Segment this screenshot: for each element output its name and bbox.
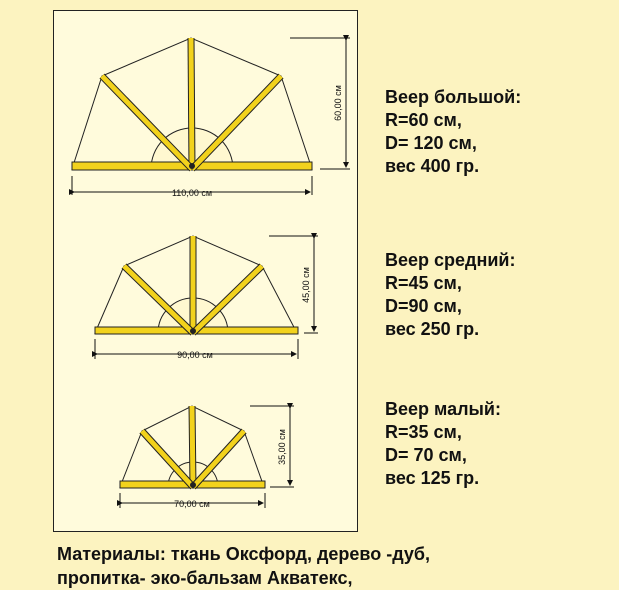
medium-height-label: 45,00 см: [301, 267, 311, 303]
materials-text: [57, 542, 430, 590]
spec-diameter: D=90 см,: [385, 296, 462, 316]
materials-line-2: пропитка- эко-бальзам Акватекс,: [57, 568, 353, 588]
spec-diameter: D= 70 см,: [385, 445, 467, 465]
materials-line-1: Материалы: ткань Оксфорд, дерево -дуб,: [57, 544, 430, 564]
spec-small: [385, 398, 501, 490]
medium-fan: [95, 236, 318, 359]
spec-medium: [385, 249, 515, 341]
spec-weight: вес 250 гр.: [385, 319, 480, 339]
small-width-label: 70,00 см: [174, 499, 210, 509]
drawing-panel: [53, 10, 358, 532]
spec-radius: R=35 см,: [385, 422, 462, 442]
large-fan: [72, 38, 350, 195]
spec-title: Веер средний:: [385, 250, 516, 270]
large-width-label: 110,00 см: [171, 188, 213, 198]
large-height-label: 60,00 см: [333, 85, 343, 121]
spec-diameter: D= 120 см,: [385, 133, 477, 153]
small-fan: [120, 406, 294, 508]
spec-weight: вес 400 гр.: [385, 156, 480, 176]
spec-radius: R=60 см,: [385, 110, 462, 130]
medium-width-label: 90,00 см: [177, 350, 213, 360]
spec-title: Веер малый:: [385, 399, 501, 419]
fans-drawing: [54, 11, 359, 533]
spec-radius: R=45 см,: [385, 273, 462, 293]
spec-title: Веер большой:: [385, 87, 522, 107]
small-height-label: 35,00 см: [277, 429, 287, 465]
spec-weight: вес 125 гр.: [385, 468, 480, 488]
spec-large: [385, 86, 521, 178]
